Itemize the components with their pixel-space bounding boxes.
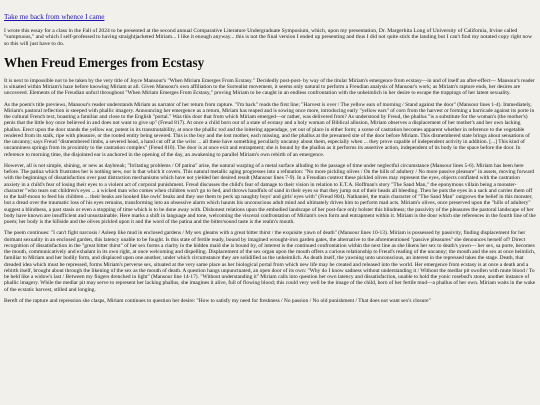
- essay-paragraph-1: It is next to impossible not to be taken by the very title of Joyce Mansour's "When Miriam Emerges From Ecstasy." Decidedly post-post- by way of the titular Miriam's emergence from ecstasy—in and of itself an after-effect— Mansour's reader is situated within Miriam's haze before knowing Miriam at all. Given Mansour's own affiliation to the Surrealist movement, it seems only natural to perform a Freudian analysis of Mansour's work; as Miriam's rapture ends, her desires are uncovered. Elements of the Freudian unfurl throughout "When Miriam Emerges From Ecstasy," proving Miriam to be caught in an endless confrontation with the unheimlich in her desire to escape the trappings of her latent sexuality.: [4, 77, 535, 97]
- essay-paragraph-3: However, all is not simple, shining, or new as daybreak; "Irritating problems / Of patina" arise, the natural warping of a metal surface alluding to the passage of time under neglectful circumstance (Mansour lines 5-6). Miriam has been here before. The patina which frustrates her is nothing new, nor is that which it covers. This natural metallic aging progresses into a refutation: "No more pickling olives / On the hills of adultery / No more passive pleasure" in assets, moving forward with the beginnings of dissatisfaction over past distraction mechanisms which have not yielded her desired result (Mansour lines 7-9). In a Freudian context these pickled olives may represent the eyes, objects conflated with the castration anxiety in a child's fear of losing their eyes to a violent act of corporal punishment. Freud discusses the child's fear of damage to their vision in relation to E.T.A. Hoffman's story "The Sand Man," the eponymous villain being a monster-character "who tears out children's eyes ... a wicked man who comes when children won't go to bed, and throws handfuls of sand in their eyes so that they jump out of their heads all bleeding. Then he puts the eyes in a sack and carries them off to the half-moon to feed his children ... their beaks are hooked like owls' beaks and they use them to peck up naughty boys' and girls' eyes with" (Freud 804). Nathaniel, the main character of "The Sand Man" outgrows the belief in this monster, but a dread over the traumatic loss of his eyes remains, transforming into an obsessive alarm which haunts his unconscious adult mind and ultimately drives him to perform mad acts. Miriam's olives, once preserved upon the "hills of adultery" suggest a blindness, a past stasis or even a stopping of time which is to be done away with. Dishonest relations upon the embodied landscape of her post-face only bolster this blindness; the passivity of the pleasures the pastoral landscape of her body have known are insufficient and unsustainable. Here marks a shift in language and tone, welcoming the visceral confrontation of Miriam's own form and entrapment within it. Miriam is the door which she references in the fourth line of the poem; her body is the hillside and the olives pickled upon it and the word of the patina and the bitter/sound taste is the realm's mouth.: [4, 162, 536, 226]
- back-link[interactable]: Take me back from whence I came: [4, 13, 105, 21]
- intro-paragraph: I wrote this essay for a class in the Fall of 2024 to be presented at the second annual Comparative Literature Undergraduate Symposium, which, upon my presentation, Dr. Margerhita Long of University of California, Irvine called "sumptuous," and which I self-professed to having straightjacketed Miriam... I like it enough anyway... this is not the final version I ended up presenting and thus I did not quite stick the landing but I can't find my notated copy right now so this will just have to do.: [4, 28, 533, 47]
- essay-paragraph-2: As the poem's title previews, Mansour's reader understands Miriam as narrator of her return from rapture. "I'm back" reads the first line; "Harvest is over / The yellow ears of morning / Stand against the door" (Mansour lines 1-4). Immediately, Miriam's pastoral reflection is steeped with phallic imagery. Announcing her emergence as a return, Miriam has reaped and is sowing once more, introducing early "yellow ears" of corn from the harvest or forming a barricade against its porte in the cultural French text, boasting a familiar and close to the English "portal." Was this door that from which Miriam emerged—or rather, was delivered from? As understood by Freud, the phallus "is a substitute for the woman's (the mother's) penis that the little boy once believed in and does not want to give up" (Freud 817). At once a child born out of a state of ecstasy and a holy woman of Biblical allusion, Miriam observes a displacement of her mother's and her own lacking phallus. Erect upon the door stands the yellow ear, potent in its transmutability, at once the phallic rod and the loitering appendage, yet out of place in either form; a scene of castration becomes apparent whether in reference to the vegetable rendered from its stalk, ripe with pleasure, or the rooted entity being severed. This is the boy and the lost mother, each missing, and the phallus at the presumed site of the door before Miriam. This dismembered state brings about sensations of the uncanny; says Freud "dismembered limbs, a severed head, a hand cut off at the wrist ... all these have something peculiarly uncanny about them, especially when ... they prove capable of independent activity in addition. [...] This kind of uncanniness springs from its proximity to the castration complex" (Freud 810). The door is at once exit and entrapment; she is bound by the phallus as it performs its assertive action, independent of its body in the space before the door. In reference to morning time, the disjointed ear is anchored in the opening of the day, an awakening to parallel Miriam's own rebirth of an emergence.: [4, 101, 535, 158]
- essay-paragraph-5: Bereft of the rapture and repression she clasps, Miriam continues to question her desire: "How to satisfy my need for freshness / No passion / No old punishment / That does not want sex's closure": [4, 297, 431, 304]
- essay-paragraph-4: The poem continues: "I can't fight narcosis / Asleep like mud in enclosed gardens / My sex gleams with a great bitter thirst / the exquisite yawn of death" (Mansour lines 10-13). Miriam is possessed by passivity, finding displacement for her dormant sexuality in an enclosed garden, this latency unable to be fought. Is this state of fertile ready, bound by imagined wrought-iron garden gates, the alternative to the aforementioned "passive pleasures" she denounces herself of? Direct recognition of dissatisfaction in the "great bitter thirst" of her sex forms a clarity in the hidden maid she is bound by, of interest is the continued confrontation within the next line as she likens her sex to death's yawn— her sex, sa porte, becomes the mouth, communicatively and exhalant in its own right, at once welcoming and dispelling. Displacement of the sex organ upon the mouth offers a curious relationship to Freud's reading of the uncanny; the mouth and the sex at once heimlich, familiar to Miriam and her bodily form, and displaced upon one another, under which circumstance they are solidified as the unheimlich. As death itself, the yawning unto unconscious, an interest in the repressed takes the stage. Death, that dreaded idea which must be repressed, forms Miriam's perverse sex, situated at the very same place as her biological portal from which new life may be created and released into the world. Her emergence from ecstasy is at once a death and a rebirth itself, brought about through the likening of the sex as the mouth of death. A question hangs unpunctuated, an open door of its own: "Why do I know sadness without understanding it / Without the medlar pit swollen with mute blood / To be held like a widow's last / Between my fingers drenched in light" (Mansour line 14-17). "Without understanding it" Miriam calls into question her own latency and dissatisfaction, unable to hold the yonic rosebud's stone, another instance of phallic imagery. While the medlar pit may serve to represent her lacking phallus, she imagines it alive, full of flowing blood; this could very well be the image of the child, born of her fertile mud—a phallus of her own. Miriam waits in the wake of the ecstatic harvest, stilled and longing.: [4, 230, 536, 293]
- essay-title: When Freud Emerges from Ecstasy: [4, 54, 205, 70]
- essay-body: [4, 78, 536, 304]
